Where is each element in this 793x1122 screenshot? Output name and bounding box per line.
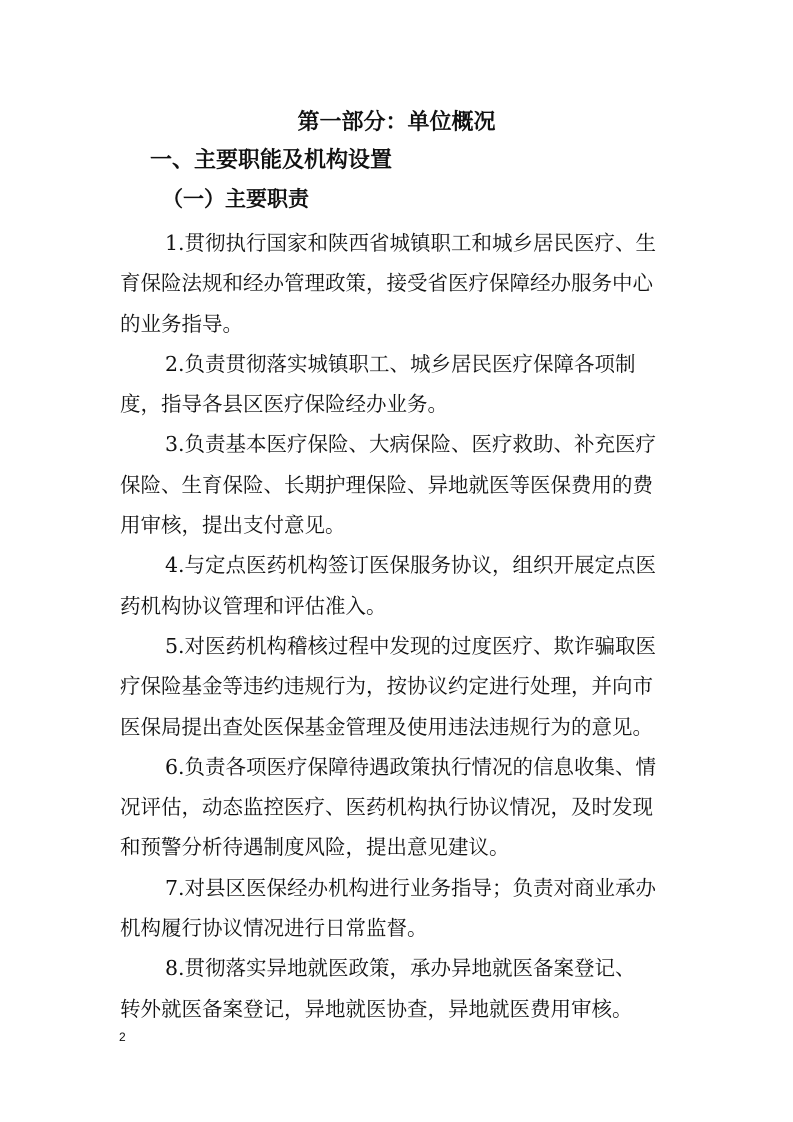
paragraph-line: 8.贯彻落实异地就医政策，承办异地就医备案登记、: [165, 956, 636, 981]
page-title: 第一部分：单位概况: [297, 110, 496, 135]
paragraph-line: 和预警分析待遇制度风险，提出意见建议。: [120, 835, 510, 860]
paragraph-line: 度，指导各县区医疗保险经办业务。: [120, 392, 448, 417]
paragraph-line: 保险、生育保险、长期护理保险、异地就医等医保费用的费: [120, 472, 653, 497]
paragraph-line: 况评估，动态监控医疗、医药机构执行协议情况，及时发现: [120, 795, 653, 820]
paragraph-line: 2.负责贯彻落实城镇职工、城乡居民医疗保障各项制: [165, 351, 636, 376]
paragraph-line: 7.对县区医保经办机构进行业务指导；负责对商业承办: [165, 875, 657, 900]
paragraph-line: 育保险法规和经办管理政策，接受省医疗保障经办服务中心: [120, 271, 653, 296]
subsection-heading: （一）主要职责: [162, 186, 309, 211]
paragraph-line: 的业务指导。: [120, 311, 243, 336]
paragraph-line: 医保局提出查处医保基金管理及使用违法违规行为的意见。: [120, 714, 653, 739]
paragraph-line: 用审核，提出支付意见。: [120, 513, 346, 538]
paragraph-line: 4.与定点医药机构签订医保服务协议，组织开展定点医: [165, 553, 657, 578]
paragraph-line: 5.对医药机构稽核过程中发现的过度医疗、欺诈骗取医: [165, 633, 657, 658]
paragraph-line: 6.负责各项医疗保障待遇政策执行情况的信息收集、情: [165, 754, 657, 779]
paragraph-line: 疗保险基金等违约违规行为，按协议约定进行处理，并向市: [120, 674, 653, 699]
page-number: 2: [119, 1030, 126, 1044]
paragraph-line: 机构履行协议情况进行日常监督。: [120, 916, 428, 941]
body-text: [120, 223, 680, 1029]
paragraph-line: 转外就医备案登记，异地就医协查，异地就医费用审核。: [120, 996, 633, 1021]
paragraph-line: 1.贯彻执行国家和陕西省城镇职工和城乡居民医疗、生: [165, 231, 657, 255]
paragraph-line: 3.负责基本医疗保险、大病保险、医疗救助、补充医疗: [165, 432, 657, 457]
paragraph-line: 药机构协议管理和评估准入。: [120, 593, 387, 618]
section-heading: 一、主要职能及机构设置: [150, 148, 393, 173]
